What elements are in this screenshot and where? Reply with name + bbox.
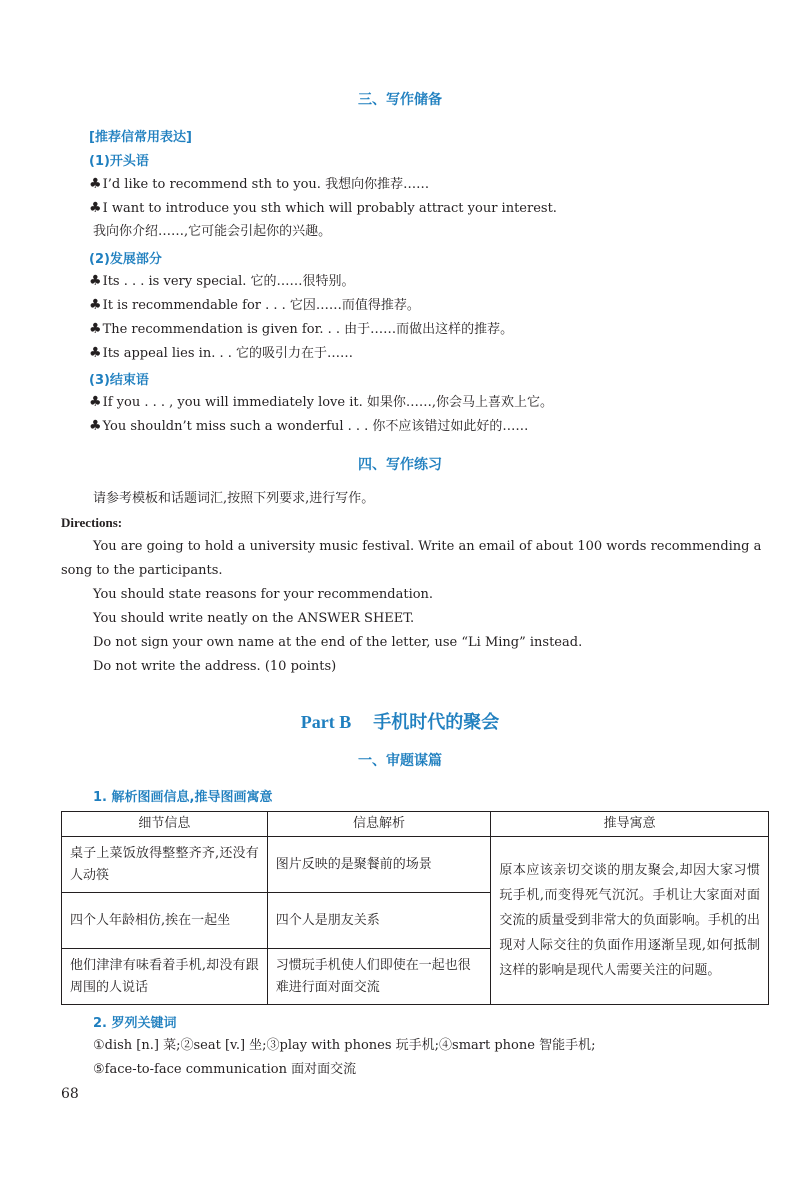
development-item-text: Its . . . is very special. 它的……很特别。 [102, 274, 355, 289]
requirement-1: You should state reasons for your recommendation. [93, 587, 434, 602]
opening-item-text: I want to introduce you sth which will probably attract your interest. [102, 201, 557, 216]
development-item [89, 344, 353, 363]
club-icon: ♣ [89, 176, 102, 192]
table-row [62, 837, 769, 893]
opening-item [89, 199, 557, 218]
requirement-4: Do not write the address. (10 points) [93, 659, 337, 674]
closing-label: (3)结束语 [89, 373, 149, 388]
keywords-line-1: ①dish [n.] 菜;②seat [v.] 坐;③play with phones 玩手机;④smart phone 智能手机; [93, 1038, 596, 1053]
opening-label: (1)开头语 [89, 154, 149, 169]
development-item [89, 320, 513, 339]
analysis-heading: 1. 解析图画信息,推导图画寓意 [93, 790, 273, 805]
opening-item-text: I’d like to recommend sth to you. 我想向你推荐…… [102, 177, 430, 192]
requirement-2: You should write neatly on the ANSWER SHEET. [93, 611, 415, 626]
section-one-title: 一、审题谋篇 [358, 753, 442, 769]
page-number: 68 [61, 1086, 79, 1102]
analysis-cell: 习惯玩手机使人们即使在一起也很难进行面对面交流 [267, 949, 491, 1005]
header-meaning: 推导寓意 [491, 812, 769, 837]
closing-item-text: You shouldn’t miss such a wonderful . . . 你不应该错过如此好的…… [102, 419, 529, 434]
detail-cell: 四个人年龄相仿,挨在一起坐 [62, 893, 268, 949]
header-detail: 细节信息 [62, 812, 268, 837]
development-label: (2)发展部分 [89, 252, 162, 267]
directions-label: Directions: [61, 515, 123, 530]
analysis-table [61, 811, 769, 1005]
directions-line-2: song to the participants. [61, 563, 223, 578]
development-item [89, 296, 420, 315]
club-icon: ♣ [89, 200, 102, 216]
section-four-title: 四、写作练习 [358, 457, 442, 473]
detail-cell: 他们津津有味看着手机,却没有跟周围的人说话 [62, 949, 268, 1005]
analysis-cell: 图片反映的是聚餐前的场景 [267, 837, 491, 893]
requirement-3: Do not sign your own name at the end of the letter, use “Li Ming” instead. [93, 635, 583, 650]
analysis-cell: 四个人是朋友关系 [267, 893, 491, 949]
closing-item-text: If you . . . , you will immediately love it. 如果你……,你会马上喜欢上它。 [102, 395, 554, 410]
section-three-title: 三、写作储备 [358, 92, 442, 108]
club-icon: ♣ [89, 273, 102, 289]
directions-line-1: You are going to hold a university music festival. Write an email of about 100 words recommending a [93, 539, 762, 554]
club-icon: ♣ [89, 394, 102, 410]
part-b-title-en: Part B [300, 712, 352, 732]
closing-item [89, 417, 528, 436]
club-icon: ♣ [89, 321, 102, 337]
part-b-title-cn: 手机时代的聚会 [373, 712, 500, 733]
club-icon: ♣ [89, 297, 102, 313]
development-item-text: The recommendation is given for. . . 由于……而做出这样的推荐。 [102, 322, 514, 337]
opening-continuation: 我向你介绍……,它可能会引起你的兴趣。 [93, 224, 332, 239]
keywords-heading: 2. 罗列关键词 [93, 1016, 177, 1031]
header-analysis: 信息解析 [267, 812, 491, 837]
meaning-cell: 原本应该亲切交谈的朋友聚会,却因大家习惯玩手机,而变得死气沉沉。手机让大家面对面交流的质量受到非常大的负面影响。手机的出现对人际交往的负面作用逐渐呈现,如何抵制这样的影响是现代人需要关注的问题。 [491, 837, 769, 1005]
closing-item [89, 393, 553, 412]
instruction-text: 请参考模板和话题词汇,按照下列要求,进行写作。 [93, 491, 375, 506]
club-icon: ♣ [89, 418, 102, 434]
keywords-line-2: ⑤face-to-face communication 面对面交流 [93, 1062, 357, 1077]
table-header-row [62, 812, 769, 837]
expression-heading: [推荐信常用表达] [89, 130, 192, 145]
club-icon: ♣ [89, 345, 102, 361]
development-item [89, 272, 355, 291]
part-b-title [0, 708, 800, 734]
development-item-text: It is recommendable for . . . 它因……而值得推荐。 [102, 298, 420, 313]
opening-item [89, 175, 429, 194]
detail-cell: 桌子上菜饭放得整整齐齐,还没有人动筷 [62, 837, 268, 893]
development-item-text: Its appeal lies in. . . 它的吸引力在于…… [102, 346, 353, 361]
